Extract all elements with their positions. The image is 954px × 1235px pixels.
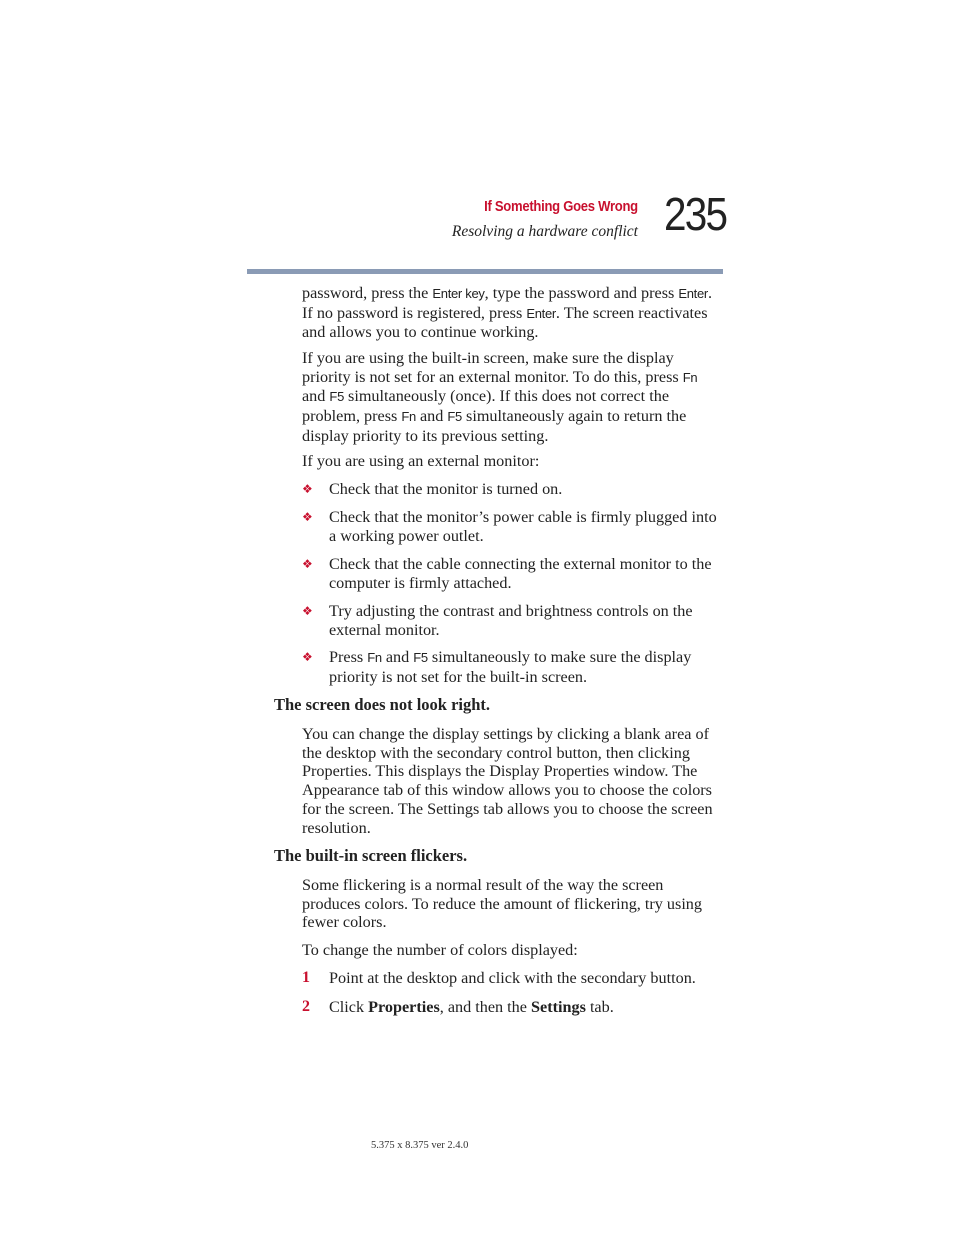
text: and	[381, 648, 414, 666]
text: , and then the	[439, 998, 532, 1016]
list-item	[329, 648, 724, 686]
key-name: F5	[329, 389, 344, 405]
text: . If no password is registered, press	[302, 284, 712, 322]
text: Press	[329, 648, 368, 666]
bullet-icon: ❖	[302, 650, 313, 664]
bullet-icon: ❖	[302, 482, 313, 496]
step-text	[329, 998, 724, 1017]
step-text: Point at the desktop and click with the secondary button.	[329, 969, 696, 987]
key-name: Fn	[682, 369, 698, 385]
text: Click	[329, 998, 369, 1016]
key-name: F5	[413, 650, 428, 665]
paragraph-external-monitor: If you are using an external monitor:	[302, 452, 540, 470]
list-item: Try adjusting the contrast and brightness controls on the external monitor.	[329, 602, 693, 639]
bullet-icon: ❖	[302, 604, 313, 618]
key-name: Fn	[401, 409, 416, 425]
header-rule	[247, 269, 723, 274]
key-name: Enter	[678, 286, 708, 301]
key-name: Enter	[526, 305, 556, 321]
text: simultaneously again to return the display priority to its previous setting.	[302, 407, 687, 445]
key-name: F5	[447, 409, 462, 425]
list-item: Check that the cable connecting the external monitor to the computer is firmly attached.	[329, 555, 712, 592]
text: , type the password and press	[484, 284, 679, 302]
bullet-icon: ❖	[302, 510, 313, 524]
paragraph-display-settings: You can change the display settings by clicking a blank area of the desktop with the secondary control button, then clicking Properties. This displays the Display Properties window. The Appearance tab of this window allows you to choose the colors for the screen. The Settings tab allows you to choose the screen resolution.	[302, 725, 713, 837]
step-number: 1	[302, 969, 310, 986]
text: If you are using the built-in screen, make sure the display priority is not set for an external monitor. To do this, press	[302, 349, 683, 386]
text: simultaneously to make sure the display priority is not set for the built-in screen.	[329, 648, 692, 686]
section-title: Resolving a hardware conflict	[451, 223, 638, 240]
key-name: Enter key	[432, 286, 485, 301]
text: password, press the	[302, 284, 433, 302]
ui-term: Settings	[531, 998, 586, 1016]
text: and	[415, 407, 448, 426]
step-number: 2	[302, 998, 310, 1015]
text: simultaneously (once). If this does not correct the problem, press	[302, 387, 670, 426]
chapter-title: If Something Goes Wrong	[484, 199, 638, 215]
key-name: Fn	[367, 650, 382, 665]
list-item: Check that the monitor is turned on.	[329, 480, 563, 498]
paragraph-password	[302, 284, 722, 342]
list-item: Check that the monitor’s power cable is firmly plugged into a working power outlet.	[329, 508, 717, 545]
text: . The screen reactivates and allows you to continue working.	[302, 303, 708, 342]
footer-version: 5.375 x 8.375 ver 2.4.0	[371, 1140, 469, 1151]
paragraph-flickering: Some flickering is a normal result of the way the screen produces colors. To reduce the amount of flickering, try using fewer colors.	[302, 876, 702, 932]
heading-screen-flickers: The built-in screen flickers.	[274, 846, 468, 865]
page-number: 235	[664, 188, 727, 240]
text: tab.	[585, 998, 614, 1016]
ui-term: Properties	[368, 998, 440, 1016]
paragraph-built-in-screen	[302, 349, 722, 446]
heading-screen-not-right: The screen does not look right.	[274, 695, 491, 714]
paragraph-change-colors: To change the number of colors displayed:	[302, 941, 578, 959]
bullet-icon: ❖	[302, 557, 313, 571]
text: and	[302, 387, 330, 406]
